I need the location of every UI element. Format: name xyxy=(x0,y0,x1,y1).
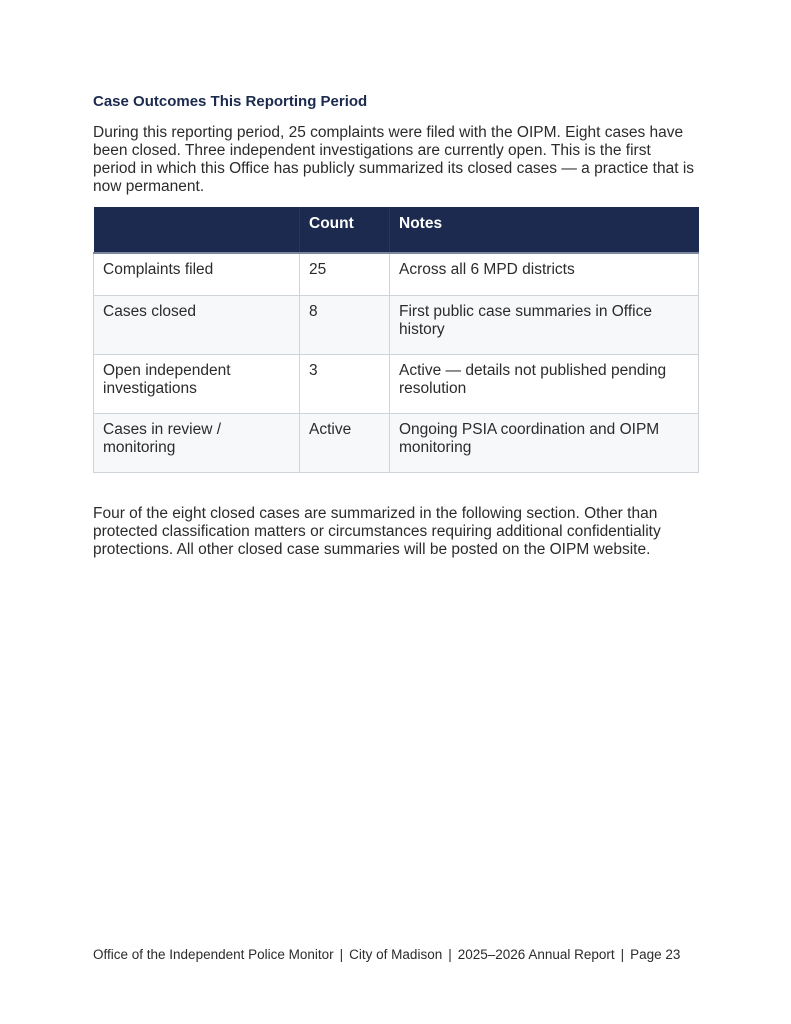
row-label: Complaints filed xyxy=(94,253,300,295)
table-row xyxy=(94,295,699,354)
footer-separator: | xyxy=(448,947,452,962)
row-notes: Across all 6 MPD districts xyxy=(390,253,699,295)
row-label: Cases closed xyxy=(94,295,300,354)
row-count: 8 xyxy=(300,295,390,354)
footer-separator: | xyxy=(620,947,625,962)
row-label: Cases in review / monitoring xyxy=(94,413,300,472)
footer-report: 2025–2026 Annual Report xyxy=(457,947,615,962)
case-outcomes-table xyxy=(93,207,699,473)
row-notes: Active — details not published pending resolution xyxy=(390,354,699,413)
row-count: 3 xyxy=(300,354,390,413)
page-footer xyxy=(93,947,733,962)
table-row xyxy=(94,413,699,472)
footer-page-number: Page 23 xyxy=(630,947,681,962)
header-notes-column: Notes xyxy=(390,207,699,253)
row-count: 25 xyxy=(300,253,390,295)
intro-paragraph: During this reporting period, 25 complaints were filed with the OIPM. Eight cases have been closed. Three independent investigations are currently open. This is the first period in which this Office has publicly summarized its closed cases — a practice that is now permanent. xyxy=(93,124,695,195)
header-count-column: Count xyxy=(300,207,390,253)
footer-office: Office of the Independent Police Monitor xyxy=(93,947,334,962)
header-label-column xyxy=(94,207,300,253)
table-header-row xyxy=(94,207,699,253)
table-row xyxy=(94,253,699,295)
row-label: Open independent investigations xyxy=(94,354,300,413)
row-count: Active xyxy=(300,413,390,472)
footer-separator: | xyxy=(339,947,344,962)
table-row xyxy=(94,354,699,413)
row-notes: Ongoing PSIA coordination and OIPM monitoring xyxy=(390,413,699,472)
section-heading: Case Outcomes This Reporting Period xyxy=(93,93,368,110)
closing-paragraph: Four of the eight closed cases are summarized in the following section. Other than protected classification matters or circumstances requiring additional confidentiality protections. All other closed case summaries will be posted on the OIPM website. xyxy=(93,505,661,558)
footer-city: City of Madison xyxy=(349,947,443,962)
row-notes: First public case summaries in Office history xyxy=(390,295,699,354)
